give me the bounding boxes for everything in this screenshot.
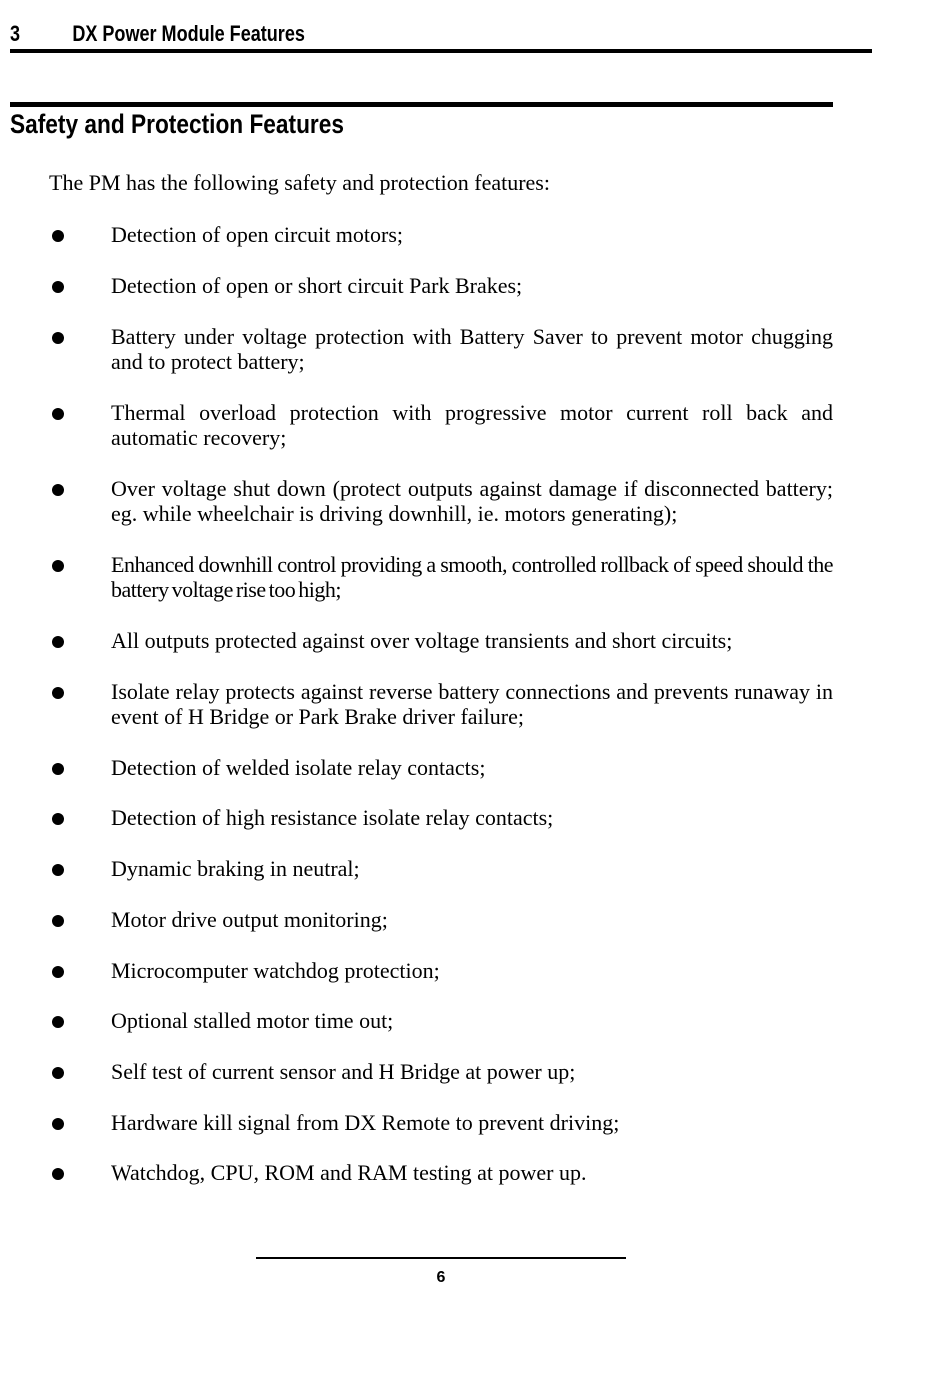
bullet-icon (52, 408, 64, 420)
bullet-icon (52, 636, 64, 648)
list-item-text: Over voltage shut down (protect outputs against damage if disconnected battery; eg. while wheelchair is driving downhill, ie. motors generating); (111, 476, 833, 526)
bullet-icon (52, 813, 64, 825)
bullet-icon (52, 915, 64, 927)
page-number: 6 (436, 1269, 446, 1286)
footer-rule (256, 1257, 626, 1259)
list-item-text: Detection of high resistance isolate relay contacts; (111, 805, 554, 830)
list-item-text: Enhanced downhill control providing a smooth, controlled rollback of speed should the battery voltage rise too high; (111, 552, 833, 602)
list-item-text: Dynamic braking in neutral; (111, 856, 360, 881)
list-item-text: Hardware kill signal from DX Remote to prevent driving; (111, 1110, 620, 1135)
list-item-text: Detection of open circuit motors; (111, 222, 404, 247)
list-item-text: Motor drive output monitoring; (111, 907, 388, 932)
list-item-text: Optional stalled motor time out; (111, 1008, 394, 1033)
bullet-icon (52, 763, 64, 775)
intro-text: The PM has the following safety and protection features: (49, 170, 550, 195)
bullet-icon (52, 864, 64, 876)
list-item-text: Watchdog, CPU, ROM and RAM testing at power up. (111, 1160, 587, 1185)
list-item-text: Isolate relay protects against reverse battery connections and prevents runaway in event of H Bridge or Park Brake driver failure; (111, 679, 833, 729)
bullet-icon (52, 687, 64, 699)
bullet-icon (52, 560, 64, 572)
bullet-icon (52, 484, 64, 496)
chapter-title: DX Power Module Features (72, 21, 305, 46)
list-item-text: Detection of welded isolate relay contacts; (111, 755, 486, 780)
list-item-text: Detection of open or short circuit Park Brakes; (111, 273, 523, 298)
list-item-text: Microcomputer watchdog protection; (111, 958, 440, 983)
list-item-text: All outputs protected against over voltage transients and short circuits; (111, 628, 733, 653)
bullet-icon (52, 281, 64, 293)
list-item-text: Self test of current sensor and H Bridge at power up; (111, 1059, 576, 1084)
bullet-icon (52, 230, 64, 242)
bullet-icon (52, 1067, 64, 1079)
bullet-icon (52, 1118, 64, 1130)
list-item-text: Thermal overload protection with progressive motor current roll back and automatic recovery; (111, 400, 833, 450)
section-title: Safety and Protection Features (10, 109, 344, 139)
bullet-icon (52, 332, 64, 344)
bullet-icon (52, 1016, 64, 1028)
bullet-icon (52, 966, 64, 978)
bullet-icon (52, 1168, 64, 1180)
chapter-number: 3 (10, 21, 21, 46)
list-item-text: Battery under voltage protection with Battery Saver to prevent motor chugging and to protect battery; (111, 324, 833, 374)
